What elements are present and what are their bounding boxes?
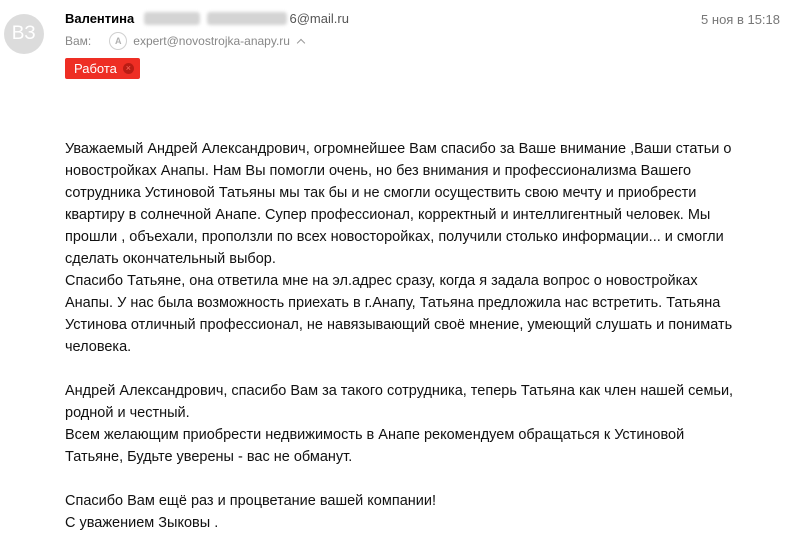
remove-label-icon[interactable]: ×	[123, 63, 134, 74]
message-line: прошли , объехали, проползли по всех новосторойках, получили столько информации... и смогли	[65, 229, 724, 245]
sender-row	[65, 11, 349, 26]
sender-avatar[interactable]: ВЗ	[4, 14, 44, 54]
message-line: Устинова отличный профессионал, не навязывающий своё мнение, умеющий слушать и понимать	[65, 317, 733, 333]
sender-name[interactable]: Валентина	[65, 11, 135, 26]
recipient-label: Вам:	[65, 34, 92, 48]
redacted-email-prefix	[207, 12, 287, 25]
message-line: Уважаемый Андрей Александрович, огромнейшее Вам спасибо за Ваше внимание ,Ваши статьи о	[65, 141, 732, 157]
message-line: человека.	[65, 339, 132, 355]
chevron-up-icon[interactable]	[297, 38, 305, 46]
label-tag-work[interactable]	[65, 58, 140, 79]
message-line: сделать окончательный выбор.	[65, 251, 276, 267]
message-line: новостройках Анапы. Нам Вы помогли очень, но без внимания и профессионализма Вашего	[65, 163, 692, 179]
message-line: квартиру в солнечной Анапе. Супер профессионал, корректный и интеллигентный человек. Мы	[65, 207, 711, 223]
label-tag-text: Работа	[74, 61, 117, 76]
message-line: С уважением Зыковы .	[65, 515, 219, 531]
redacted-surname	[144, 12, 200, 25]
message-body	[65, 138, 785, 534]
sender-email[interactable]: 6@mail.ru	[289, 11, 349, 26]
message-line: Спасибо Татьяне, она ответила мне на эл.адрес сразу, когда я задала вопрос о новостройках	[65, 273, 698, 289]
message-line: родной и честный.	[65, 405, 190, 421]
message-line: Татьяне, Будьте уверены - вас не обманут.	[65, 449, 353, 465]
recipient-email[interactable]: expert@novostrojka-anapy.ru	[133, 34, 290, 48]
paragraph-gap	[65, 358, 785, 380]
paragraph-gap	[65, 468, 785, 490]
message-line: Анапы. У нас была возможность приехать в г.Анапу, Татьяна предложила нас встретить. Татьяна	[65, 295, 721, 311]
message-line: сотрудника Устиновой Татьяны мы так бы и не смогли осуществить свою мечту и приобрести	[65, 185, 697, 201]
message-date: 5 ноя в 15:18	[701, 12, 780, 27]
message-line: Андрей Александрович, спасибо Вам за такого сотрудника, теперь Татьяна как член нашей семьи,	[65, 383, 734, 399]
recipient-row	[65, 32, 304, 50]
message-line: Всем желающим приобрести недвижимость в Анапе рекомендуем обращаться к Устиновой	[65, 427, 685, 443]
message-line: Спасибо Вам ещё раз и процветание вашей компании!	[65, 493, 436, 509]
recipient-avatar-icon: A	[109, 32, 127, 50]
